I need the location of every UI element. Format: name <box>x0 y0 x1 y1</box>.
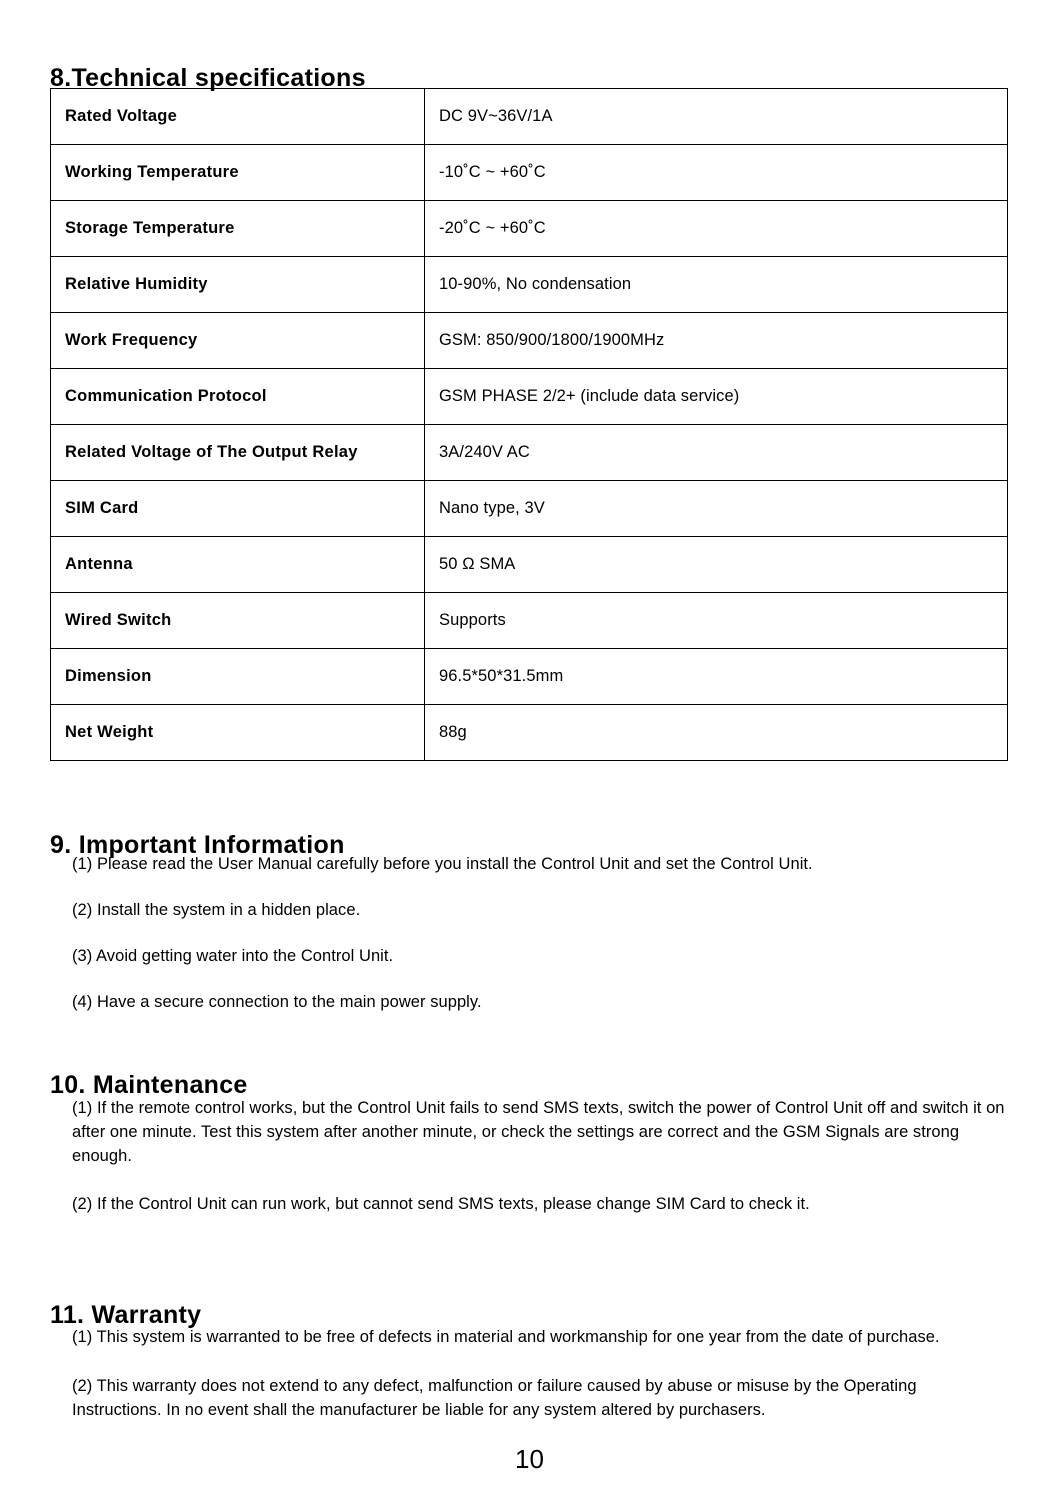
page-number: 10 <box>515 1444 544 1474</box>
spec-value-cell: 10-90%, No condensation <box>425 257 1008 313</box>
maintenance-item: (1) If the remote control works, but the Control Unit fails to send SMS texts, switch the power of Control Unit off and switch it on after one minute. Test this system after another minute, or check the settings are correct and the GSM Signals are strong enough. <box>72 1099 1005 1166</box>
spec-label-cell: Working Temperature <box>51 145 425 201</box>
table-row <box>51 257 1008 313</box>
table-row <box>51 201 1008 257</box>
warranty-list <box>72 1325 1008 1447</box>
table-row <box>51 537 1008 593</box>
spec-value-cell: GSM: 850/900/1800/1900MHz <box>425 313 1008 369</box>
spec-label-cell: Relative Humidity <box>51 257 425 313</box>
table-row <box>51 369 1008 425</box>
section-heading-warranty: 11. Warranty <box>50 1300 202 1329</box>
spec-label-cell: Storage Temperature <box>51 201 425 257</box>
page-title-technical-specifications: 8.Technical specifications <box>50 63 366 92</box>
important-information-item: (3) Avoid getting water into the Control Unit. <box>72 947 394 966</box>
spec-label-cell: Net Weight <box>51 705 425 761</box>
spec-value-cell: -20˚C ~ +60˚C <box>425 201 1008 257</box>
important-information-item: (1) Please read the User Manual carefully before you install the Control Unit and set the Control Unit. <box>72 855 813 873</box>
spec-label-cell: Dimension <box>51 649 425 705</box>
section-heading-maintenance: 10. Maintenance <box>50 1070 248 1099</box>
table-row <box>51 649 1008 705</box>
table-row <box>51 705 1008 761</box>
warranty-item: (1) This system is warranted to be free of defects in material and workmanship for one year from the date of purchase. <box>72 1328 940 1346</box>
table-row <box>51 481 1008 537</box>
spec-label-cell: Related Voltage of The Output Relay <box>51 425 425 481</box>
table-row <box>51 145 1008 201</box>
spec-label-cell: Rated Voltage <box>51 89 425 145</box>
spec-label-cell: Work Frequency <box>51 313 425 369</box>
spec-label-cell: Communication Protocol <box>51 369 425 425</box>
important-information-list <box>72 852 1008 1036</box>
important-information-item: (4) Have a secure connection to the main power supply. <box>72 993 482 1012</box>
table-row <box>51 313 1008 369</box>
spec-value-cell: 96.5*50*31.5mm <box>425 649 1008 705</box>
section-heading-important-information: 9. Important Information <box>50 830 345 859</box>
table-row <box>51 89 1008 145</box>
important-information-item: (2) Install the system in a hidden place. <box>72 901 361 920</box>
spec-value-cell: DC 9V~36V/1A <box>425 89 1008 145</box>
table-row <box>51 425 1008 481</box>
maintenance-list <box>72 1096 1008 1240</box>
maintenance-item: (2) If the Control Unit can run work, but cannot send SMS texts, please change SIM Card to check it. <box>72 1195 810 1214</box>
spec-label-cell: Wired Switch <box>51 593 425 649</box>
spec-value-cell: GSM PHASE 2/2+ (include data service) <box>425 369 1008 425</box>
warranty-item: (2) This warranty does not extend to any defect, malfunction or failure caused by abuse or misuse by the Operating Instructions. In no event shall the manufacturer be liable for any system altered by purchasers. <box>72 1377 917 1420</box>
table-row <box>51 593 1008 649</box>
spec-value-cell: 88g <box>425 705 1008 761</box>
spec-value-cell: 50 Ω SMA <box>425 537 1008 593</box>
spec-value-cell: Supports <box>425 593 1008 649</box>
technical-specifications-table <box>50 88 1008 761</box>
spec-value-cell: -10˚C ~ +60˚C <box>425 145 1008 201</box>
spec-value-cell: Nano type, 3V <box>425 481 1008 537</box>
spec-label-cell: SIM Card <box>51 481 425 537</box>
technical-specifications-table-body <box>51 89 1008 761</box>
spec-value-cell: 3A/240V AC <box>425 425 1008 481</box>
spec-label-cell: Antenna <box>51 537 425 593</box>
